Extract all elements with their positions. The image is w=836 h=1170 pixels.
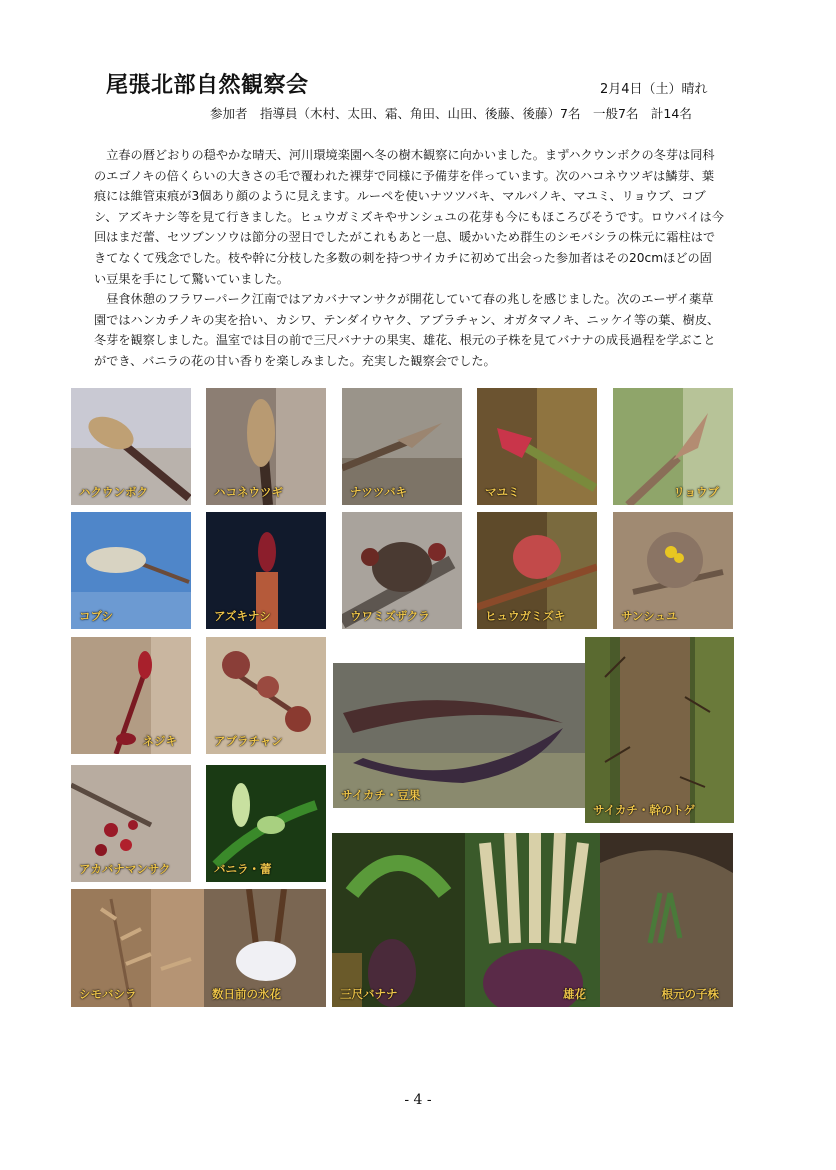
photo-ryoubu	[613, 388, 733, 505]
photo-shimobashira	[71, 889, 204, 1007]
photo-caption: ヒュウガミズキ	[485, 609, 566, 623]
photo-nejiki	[71, 637, 191, 754]
photo-caption: アズキナシ	[214, 609, 271, 623]
photo-caption: サイカチ・豆果	[341, 788, 421, 802]
photo-caption: ウワミズザクラ	[350, 609, 430, 623]
photo-caption: リョウブ	[673, 485, 719, 499]
photo-caption: シモバシラ	[79, 987, 137, 1001]
photo-akabanamansaku	[71, 765, 191, 882]
report-body	[94, 145, 724, 372]
paragraph: 昼食休憩のフラワーパーク江南ではアカバナマンサクが開花していて春の兆しを感じました。次のエーザイ薬草園ではハンカチノキの実を拾い、カシワ、テンダイウヤク、アブラチャン、オガタマノキ、ニッケイ等の葉、樹皮、冬芽を観察しました。温室では目の前で三尺バナナの果実、雄花、根元の子株を見てバナナの成長過程を学ぶことができ、バニラの花の甘い香りを楽しみました。充実した観察会でした。	[94, 292, 720, 368]
photo-caption: ハクウンボク	[79, 485, 148, 499]
photo-caption: サンシュユ	[621, 609, 678, 623]
photo-saikachi-thorn	[585, 637, 734, 823]
photo-caption: 雄花	[563, 987, 586, 1001]
photo-hakoneutsugi	[206, 388, 326, 505]
observation-date: 2月4日（土）晴れ	[600, 82, 708, 97]
photo-azukinashi	[206, 512, 326, 629]
photo-caption: ハコネウツギ	[214, 485, 283, 499]
photo-hyuugamizuki	[477, 512, 597, 629]
photo-caption: 数日前の氷花	[212, 987, 281, 1001]
photo-offshoot	[600, 833, 733, 1007]
photo-banana	[332, 833, 465, 1007]
photo-vanilla	[206, 765, 326, 882]
photo-caption: ナツツバキ	[350, 485, 408, 499]
photo-caption: バニラ・蕾	[214, 862, 272, 876]
photo-caption: マユミ	[485, 485, 520, 499]
photo-caption: アブラチャン	[214, 734, 283, 748]
photo-natsutsubaki	[342, 388, 462, 505]
photo-caption: 三尺バナナ	[340, 987, 398, 1001]
photo-male-flower	[465, 833, 600, 1007]
participants-line: 参加者 指導員（木村、太田、霜、角田、山田、後藤、後藤）7名 一般7名 計14名	[210, 106, 692, 121]
paragraph: 立春の暦どおりの穏やかな晴天、河川環境楽園へ冬の樹木観察に向かいました。まずハクウンボクの冬芽は同科のエゴノキの倍くらいの大きさの毛で覆われた裸芽で同様に予備芽を伴っています。次のハコネウツギは鱗芽、葉痕には維管束痕が3個あり顔のように見えます。ルーペを使いナツツバキ、マルバノキ、マユミ、リョウブ、コブシ、アズキナシ等を見て行きました。ヒュウガミズキやサンシュユの花芽も今にもほころびそうです。ロウバイは今回はまだ蕾、セツブンソウは節分の翌日でしたがこれもあと一息、暖かいため群生のシモバシラの株元に霜柱はできてなくて残念でした。枝や幹に分枝した多数の刺を持つサイカチに初めて出会った参加者はその20cmほどの固い豆果を手にして驚いていました。	[94, 148, 724, 286]
photo-kobushi	[71, 512, 191, 629]
photo-uwamizuzakura	[342, 512, 462, 629]
photo-caption: 根元の子株	[661, 987, 719, 1001]
photo-sanshuyu	[613, 512, 733, 629]
page-number: - 4 -	[404, 1092, 432, 1108]
photo-shimobashira-ice	[204, 889, 326, 1007]
photo-caption: サイカチ・幹のトゲ	[593, 803, 696, 817]
photo-aburachan	[206, 637, 326, 754]
photo-saikachi-pod	[333, 663, 585, 808]
page-title: 尾張北部自然観察会	[106, 73, 309, 98]
photo-caption: ネジキ	[142, 734, 177, 748]
photo-caption: アカバナマンサク	[79, 862, 171, 876]
photo-hakuunboku	[71, 388, 191, 505]
photo-mayumi	[477, 388, 597, 505]
photo-caption: コブシ	[79, 609, 114, 623]
